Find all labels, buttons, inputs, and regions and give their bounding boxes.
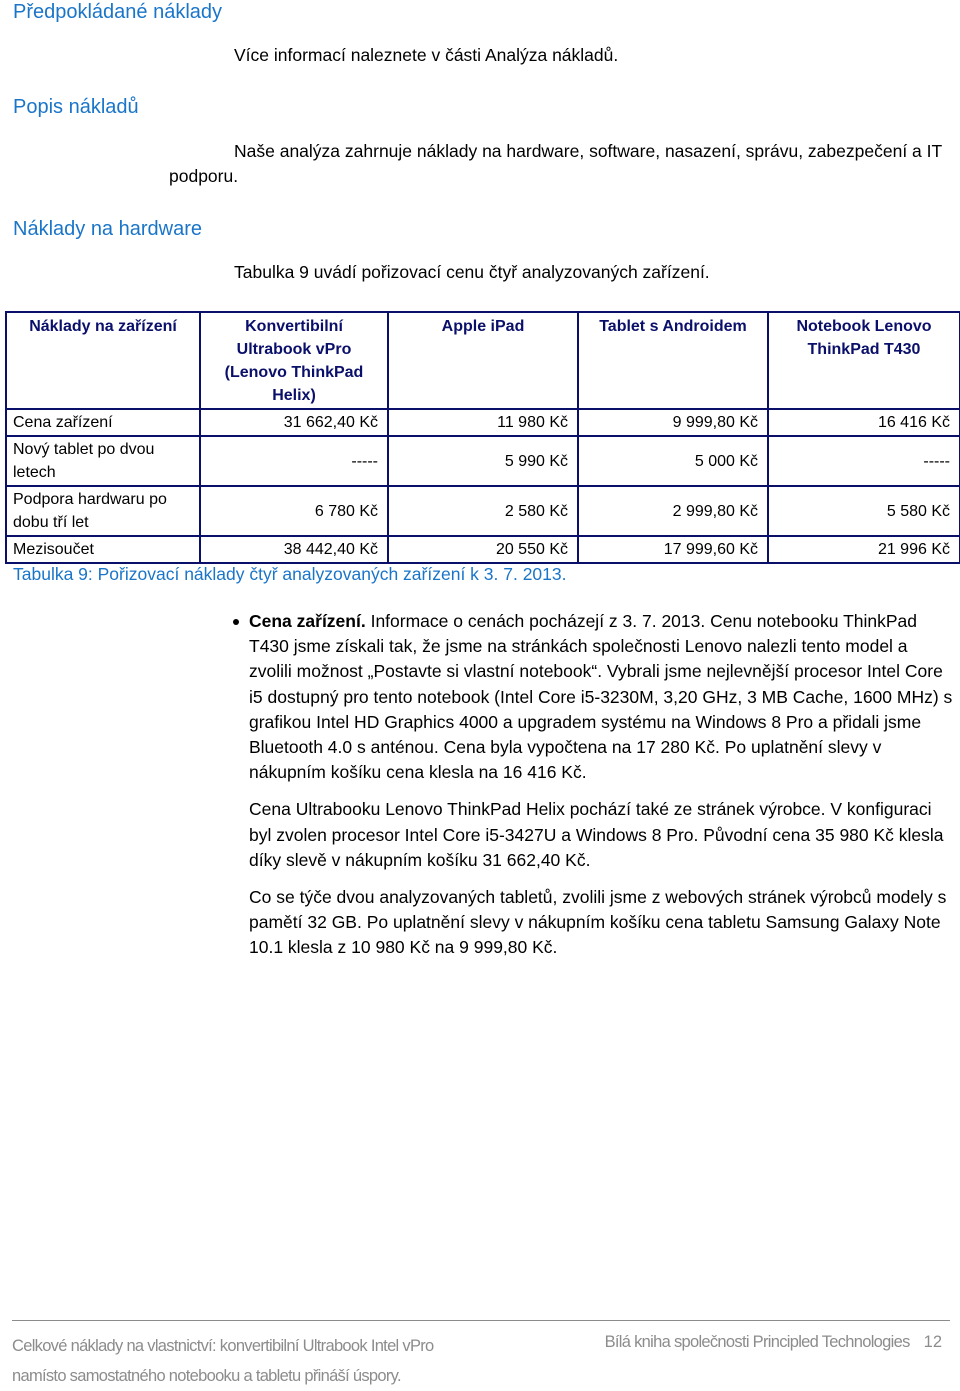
table-header-row — [6, 312, 960, 409]
table-row — [6, 486, 960, 536]
footer-title-line: Celkové náklady na vlastnictví: konvertibilní Ultrabook Intel vPro — [12, 1337, 434, 1355]
list-item — [249, 609, 955, 961]
page-number: 12 — [923, 1333, 942, 1351]
table-cell: 31 662,40 Kč — [200, 409, 388, 436]
table-header-cell: Náklady na zařízení — [6, 312, 200, 409]
footer-title — [12, 1331, 532, 1391]
table-header-cell: Apple iPad — [388, 312, 578, 409]
table-cell: 17 999,60 Kč — [578, 536, 768, 563]
note-paragraph: Co se týče dvou analyzovaných tabletů, zvolili jsme z webových stránek výrobců modely s pamětí 32 GB. Po uplatnění slevy v nákupním košíku cena tabletu Samsung Galaxy Note 10.1 klesla z 10 980 Kč na 9 999,80 Kč. — [249, 887, 947, 958]
table-cell: 5 990 Kč — [388, 436, 578, 486]
note-text: Informace o cenách pocházejí z 3. 7. 2013. Cenu notebooku ThinkPad T430 jsme získali tak, že jsme na stránkách společnosti Lenovo nalezli tento model a zvolili možnost „Postavte si vlastní notebook“. Vybrali jsme nejlevnější procesor Intel Core i5 dostupný pro tento notebook (Intel Core i5-3230M, 3,20 GHz, 3 MB Cache, 1600 MHz) s grafikou Intel HD Graphics 4000 a upgradem systému na Windows 8 Pro a přidali jsme Bluetooth 4.0 s anténou. Cena byla vypočtena na 17 280 Kč. Po uplatnění slevy v nákupním košíku cena klesla na 16 416 Kč. — [249, 611, 953, 783]
table-cell: 16 416 Kč — [768, 409, 960, 436]
footer-divider — [12, 1320, 950, 1321]
table-cell: 2 999,80 Kč — [578, 486, 768, 536]
table-cell: 5 000 Kč — [578, 436, 768, 486]
table-cell: 11 980 Kč — [388, 409, 578, 436]
table-row — [6, 536, 960, 563]
assumed-costs-text: Více informací naleznete v části Analýza nákladů. — [234, 45, 619, 65]
hardware-costs-text: Tabulka 9 uvádí pořizovací cenu čtyř analyzovaných zařízení. — [234, 262, 710, 282]
table-cell: 2 580 Kč — [388, 486, 578, 536]
table-caption: Tabulka 9: Pořizovací náklady čtyř analyzovaných zařízení k 3. 7. 2013. — [13, 564, 567, 584]
heading-assumed-costs: Předpokládané náklady — [13, 1, 223, 23]
cost-description-text: Naše analýza zahrnuje náklady na hardware, software, nasazení, správu, zabezpečení a IT podporu. — [169, 141, 942, 186]
row-label: Nový tablet po dvou letech — [6, 436, 200, 486]
note-paragraph: Cena Ultrabooku Lenovo ThinkPad Helix pochází také ze stránek výrobce. V konfiguraci byl zvolen procesor Intel Core i5-3427U a Windows 8 Pro. Původní cena 35 980 Kč klesla díky slevě v nákupním košíku 31 662,40 Kč. — [249, 799, 944, 870]
hardware-cost-table — [5, 311, 960, 564]
row-label: Mezisoučet — [6, 536, 200, 563]
bullet-icon — [233, 619, 239, 625]
notes-list — [249, 609, 955, 973]
table-header-cell: Konvertibilní Ultrabook vPro (Lenovo ThinkPad Helix) — [200, 312, 388, 409]
table-cell: ----- — [200, 436, 388, 486]
table-row — [6, 409, 960, 436]
table-header-cell: Tablet s Androidem — [578, 312, 768, 409]
table-header-cell: Notebook Lenovo ThinkPad T430 — [768, 312, 960, 409]
footer-publisher-text: Bílá kniha společnosti Principled Technologies — [604, 1333, 910, 1351]
heading-cost-description: Popis nákladů — [13, 96, 139, 118]
table-cell: 20 550 Kč — [388, 536, 578, 563]
note-paragraph — [249, 609, 955, 785]
table-cell: 21 996 Kč — [768, 536, 960, 563]
row-label: Podpora hardwaru po dobu tří let — [6, 486, 200, 536]
footer-publisher — [605, 1331, 942, 1354]
footer-title-line: namísto samostatného notebooku a tabletu přináší úspory. — [12, 1367, 401, 1385]
table-cell: 38 442,40 Kč — [200, 536, 388, 563]
row-label: Cena zařízení — [6, 409, 200, 436]
table-cell: ----- — [768, 436, 960, 486]
table-row — [6, 436, 960, 486]
heading-hardware-costs: Náklady na hardware — [13, 218, 202, 240]
note-lead: Cena zařízení. — [249, 611, 366, 631]
table-cell: 9 999,80 Kč — [578, 409, 768, 436]
table-cell: 6 780 Kč — [200, 486, 388, 536]
table-cell: 5 580 Kč — [768, 486, 960, 536]
